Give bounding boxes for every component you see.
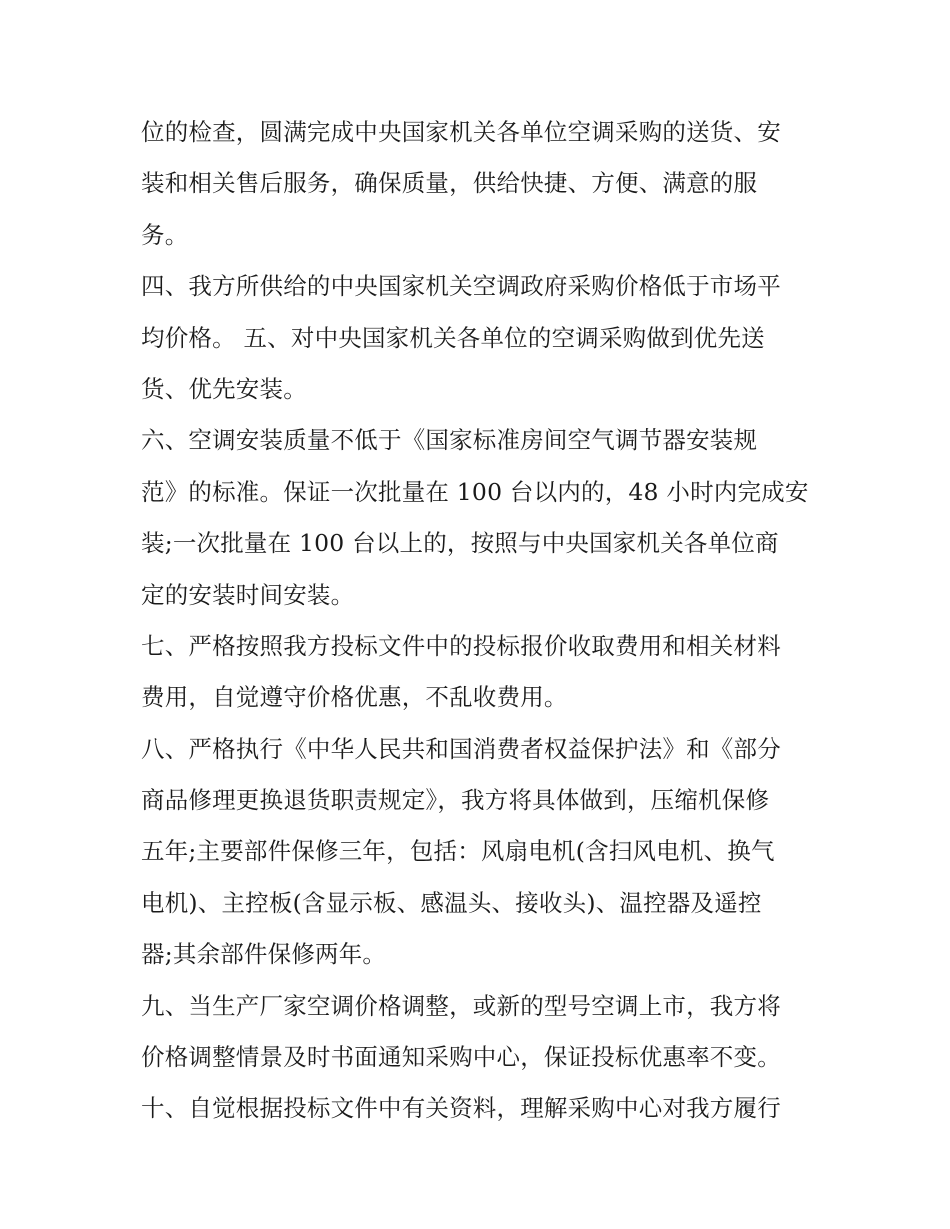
text-line: 范》的标准。保证一次批量在 100 台以内的，48 小时内完成安 xyxy=(141,477,809,506)
text-line: 电机)、主控板(含显示板、感温头、接收头)、温控器及遥控 xyxy=(141,888,762,917)
text-line: 装;一次批量在 100 台以上的，按照与中央国家机关各单位商 xyxy=(141,529,779,558)
text-line: 均价格。 五、对中央国家机关各单位的空调采购做到优先送 xyxy=(141,323,765,352)
text-line: 费用，自觉遵守价格优惠，不乱收费用。 xyxy=(141,683,568,712)
document-body xyxy=(141,107,821,1135)
text-line: 商品修理更换退货职责规定》，我方将具体做到，压缩机保修 xyxy=(141,786,770,815)
text-line: 十、自觉根据投标文件中有关资料，理解采购中心对我方履行 xyxy=(141,1094,781,1123)
text-line: 四、我方所供给的中央国家机关空调政府采购价格低于市场平 xyxy=(141,272,781,301)
text-line: 务。 xyxy=(141,220,189,249)
text-line: 价格调整情景及时书面通知采购中心，保证投标优惠率不变。 xyxy=(141,1043,781,1072)
text-line: 六、空调安装质量不低于《国家标准房间空气调节器安装规 xyxy=(141,426,758,455)
text-line: 八、严格执行《中华人民共和国消费者权益保护法》和《部分 xyxy=(141,734,781,763)
text-line: 定的安装时间安装。 xyxy=(141,580,355,609)
text-line: 五年;主要部件保修三年，包括：风扇电机(含扫风电机、换气 xyxy=(141,837,775,866)
text-line: 器;其余部件保修两年。 xyxy=(141,940,387,969)
text-line: 装和相关售后服务，确保质量，供给快捷、方便、满意的服 xyxy=(141,169,758,198)
text-line: 七、严格按照我方投标文件中的投标报价收取费用和相关材料 xyxy=(141,631,781,660)
text-line: 货、优先安装。 xyxy=(141,374,307,403)
text-line: 位的检查，圆满完成中央国家机关各单位空调采购的送货、安 xyxy=(141,118,781,146)
text-line: 九、当生产厂家空调价格调整，或新的型号空调上市，我方将 xyxy=(141,991,781,1020)
